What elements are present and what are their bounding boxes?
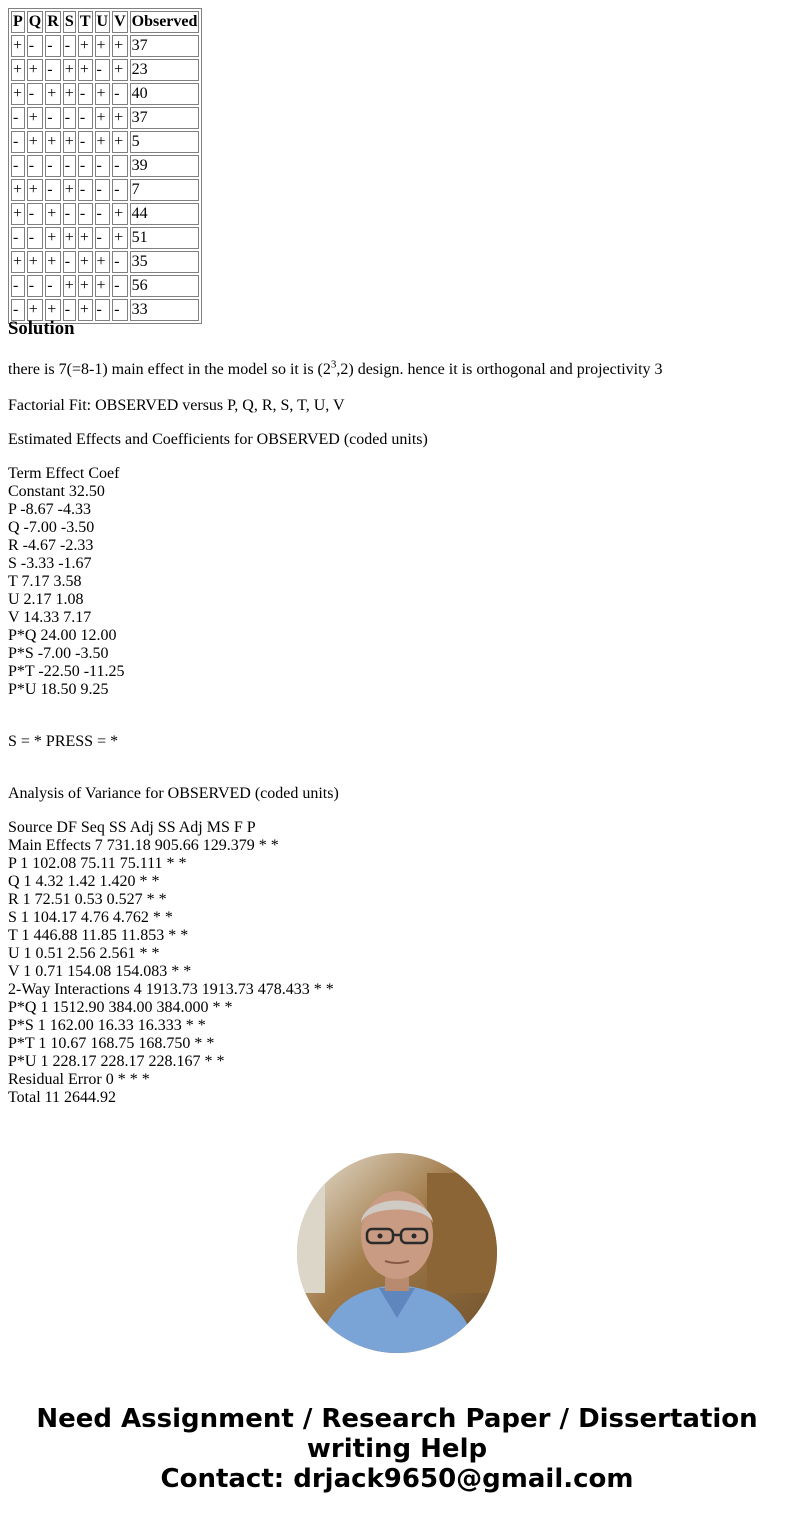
anova-line: Q 1 4.32 1.42 1.420 * *	[8, 873, 160, 890]
factor-cell: +	[27, 251, 43, 273]
observed-cell: 51	[130, 227, 200, 249]
observed-cell: 35	[130, 251, 200, 273]
anova-line: P*U 1 228.17 228.17 228.167 * *	[8, 1053, 225, 1070]
observed-cell: 7	[130, 179, 200, 201]
table-row	[11, 251, 199, 273]
observed-cell: 5	[130, 131, 200, 153]
factor-cell: -	[95, 179, 111, 201]
table-row	[11, 107, 199, 129]
observed-cell: 39	[130, 155, 200, 177]
factor-cell: -	[63, 35, 76, 57]
author-photo-icon	[297, 1153, 497, 1353]
factor-cell: +	[95, 107, 111, 129]
factor-cell: +	[63, 275, 76, 297]
factor-cell: +	[95, 35, 111, 57]
factor-cell: -	[63, 107, 76, 129]
anova-title: Analysis of Variance for OBSERVED (coded units)	[8, 785, 339, 802]
factor-cell: +	[78, 299, 93, 321]
anova-line: R 1 72.51 0.53 0.527 * *	[8, 891, 167, 908]
factor-cell: -	[11, 299, 25, 321]
table-header-cell: Q	[27, 11, 43, 33]
factor-cell: -	[45, 59, 61, 81]
table-header-cell: S	[63, 11, 76, 33]
table-row	[11, 275, 199, 297]
table-row	[11, 83, 199, 105]
anova-line: Main Effects 7 731.18 905.66 129.379 * *	[8, 837, 279, 854]
anova-line: Total 11 2644.92	[8, 1089, 117, 1106]
anova-line: Residual Error 0 * * *	[8, 1071, 150, 1088]
factor-cell: -	[45, 107, 61, 129]
table-row	[11, 131, 199, 153]
factor-cell: +	[78, 251, 93, 273]
factor-cell: +	[112, 131, 128, 153]
footer-line-2: writing Help	[306, 1434, 488, 1464]
effects-line: U 2.17 1.08	[8, 591, 84, 608]
factor-cell: -	[11, 131, 25, 153]
table-row	[11, 35, 199, 57]
factor-cell: -	[95, 155, 111, 177]
table-body	[11, 35, 199, 321]
factor-cell: +	[45, 299, 61, 321]
factor-cell: +	[45, 203, 61, 225]
observed-cell: 37	[130, 35, 200, 57]
factor-cell: +	[45, 131, 61, 153]
factor-cell: +	[27, 59, 43, 81]
factor-cell: -	[11, 227, 25, 249]
footer-contact: Contact: drjack9650@gmail.com	[160, 1464, 634, 1494]
factor-cell: +	[95, 83, 111, 105]
effects-line: Q -7.00 -3.50	[8, 519, 95, 536]
factor-cell: -	[27, 227, 43, 249]
table-header-cell: Observed	[130, 11, 200, 33]
factor-cell: -	[45, 275, 61, 297]
observed-cell: 37	[130, 107, 200, 129]
factor-cell: +	[78, 59, 93, 81]
factor-cell: -	[95, 59, 111, 81]
anova-line: U 1 0.51 2.56 2.561 * *	[8, 945, 160, 962]
anova-line: Source DF Seq SS Adj SS Adj MS F P	[8, 819, 256, 836]
factor-cell: -	[78, 131, 93, 153]
factor-cell: +	[27, 107, 43, 129]
anova-line: P 1 102.08 75.11 75.111 * *	[8, 855, 187, 872]
solution-heading: Solution	[8, 318, 75, 339]
footer-promo	[0, 1404, 794, 1494]
factor-cell: +	[112, 227, 128, 249]
observed-cell: 40	[130, 83, 200, 105]
factor-cell: -	[112, 299, 128, 321]
effects-line: P*Q 24.00 12.00	[8, 627, 117, 644]
factor-cell: +	[63, 227, 76, 249]
table-row	[11, 203, 199, 225]
anova-line: P*Q 1 1512.90 384.00 384.000 * *	[8, 999, 233, 1016]
observed-cell: 33	[130, 299, 200, 321]
factor-cell: +	[112, 35, 128, 57]
factor-cell: +	[45, 251, 61, 273]
effects-title: Estimated Effects and Coefficients for OBSERVED (coded units)	[8, 431, 428, 448]
factor-cell: +	[11, 35, 25, 57]
intro-paragraph	[8, 358, 663, 379]
effects-table	[8, 465, 124, 699]
factor-cell: -	[78, 155, 93, 177]
factor-cell: -	[112, 83, 128, 105]
factor-cell: -	[63, 203, 76, 225]
factor-cell: -	[63, 251, 76, 273]
table-header-cell: R	[45, 11, 61, 33]
factor-cell: +	[112, 107, 128, 129]
factor-cell: -	[27, 275, 43, 297]
factor-cell: -	[112, 155, 128, 177]
factor-cell: +	[95, 131, 111, 153]
factor-cell: -	[63, 155, 76, 177]
factor-cell: +	[95, 251, 111, 273]
factor-cell: -	[78, 179, 93, 201]
effects-line: S -3.33 -1.67	[8, 555, 92, 572]
table-row	[11, 179, 199, 201]
factor-cell: +	[63, 179, 76, 201]
effects-line: T 7.17 3.58	[8, 573, 82, 590]
table-row	[11, 59, 199, 81]
observed-cell: 23	[130, 59, 200, 81]
design-table	[8, 8, 202, 324]
intro-superscript: 3	[330, 358, 337, 371]
factor-cell: -	[95, 227, 111, 249]
factor-cell: -	[112, 275, 128, 297]
factor-cell: +	[63, 131, 76, 153]
factor-cell: +	[27, 179, 43, 201]
factor-cell: -	[63, 299, 76, 321]
anova-table	[8, 819, 334, 1107]
table-row	[11, 155, 199, 177]
s-press-line: S = * PRESS = *	[8, 733, 119, 750]
table-header-row	[11, 11, 199, 33]
factor-cell: +	[11, 59, 25, 81]
factor-cell: +	[45, 227, 61, 249]
factor-cell: -	[45, 155, 61, 177]
table-header-cell: V	[112, 11, 128, 33]
observed-cell: 56	[130, 275, 200, 297]
effects-line: P*U 18.50 9.25	[8, 681, 109, 698]
factor-cell: -	[11, 275, 25, 297]
effects-line: P*T -22.50 -11.25	[8, 663, 125, 680]
factor-cell: +	[45, 83, 61, 105]
factor-cell: +	[78, 227, 93, 249]
anova-line: T 1 446.88 11.85 11.853 * *	[8, 927, 189, 944]
factor-cell: -	[11, 155, 25, 177]
effects-line: P -8.67 -4.33	[8, 501, 91, 518]
factor-cell: -	[45, 35, 61, 57]
factor-cell: +	[78, 35, 93, 57]
table-header-cell: T	[78, 11, 93, 33]
factor-cell: +	[11, 83, 25, 105]
anova-line: S 1 104.17 4.76 4.762 * *	[8, 909, 173, 926]
factor-cell: -	[78, 83, 93, 105]
table-header-cell: U	[95, 11, 111, 33]
factor-cell: -	[45, 179, 61, 201]
factor-cell: +	[78, 275, 93, 297]
anova-line: 2-Way Interactions 4 1913.73 1913.73 478.433 * *	[8, 981, 334, 998]
factor-cell: -	[11, 107, 25, 129]
factor-cell: +	[63, 59, 76, 81]
factor-cell: +	[112, 59, 128, 81]
factor-cell: -	[78, 107, 93, 129]
factor-cell: -	[27, 155, 43, 177]
footer-line-1: Need Assignment / Research Paper / Dissertation	[36, 1404, 758, 1434]
anova-line: V 1 0.71 154.08 154.083 * *	[8, 963, 192, 980]
factor-cell: +	[11, 179, 25, 201]
factor-cell: +	[11, 251, 25, 273]
effects-line: R -4.67 -2.33	[8, 537, 94, 554]
factor-cell: +	[11, 203, 25, 225]
factor-cell: +	[63, 83, 76, 105]
anova-line: P*S 1 162.00 16.33 16.333 * *	[8, 1017, 206, 1034]
factorial-fit-title: Factorial Fit: OBSERVED versus P, Q, R, S, T, U, V	[8, 397, 345, 414]
factor-cell: -	[78, 203, 93, 225]
effects-line: Constant 32.50	[8, 483, 105, 500]
factor-cell: +	[27, 299, 43, 321]
table-header-cell: P	[11, 11, 25, 33]
intro-text-after: ,2) design. hence it is orthogonal and projectivity 3	[336, 361, 663, 378]
effects-line: Term Effect Coef	[8, 465, 120, 482]
factor-cell: -	[112, 251, 128, 273]
factor-cell: +	[95, 275, 111, 297]
effects-line: P*S -7.00 -3.50	[8, 645, 109, 662]
factor-cell: -	[112, 179, 128, 201]
factor-cell: -	[27, 203, 43, 225]
factor-cell: +	[112, 203, 128, 225]
intro-text-before: there is 7(=8-1) main effect in the model so it is (2	[8, 361, 331, 378]
table-row	[11, 227, 199, 249]
effects-line: V 14.33 7.17	[8, 609, 92, 626]
factor-cell: -	[95, 203, 111, 225]
factor-cell: -	[95, 299, 111, 321]
observed-cell: 44	[130, 203, 200, 225]
author-avatar	[297, 1153, 497, 1353]
factor-cell: +	[27, 131, 43, 153]
factor-cell: -	[27, 35, 43, 57]
anova-line: P*T 1 10.67 168.75 168.750 * *	[8, 1035, 215, 1052]
factor-cell: -	[27, 83, 43, 105]
